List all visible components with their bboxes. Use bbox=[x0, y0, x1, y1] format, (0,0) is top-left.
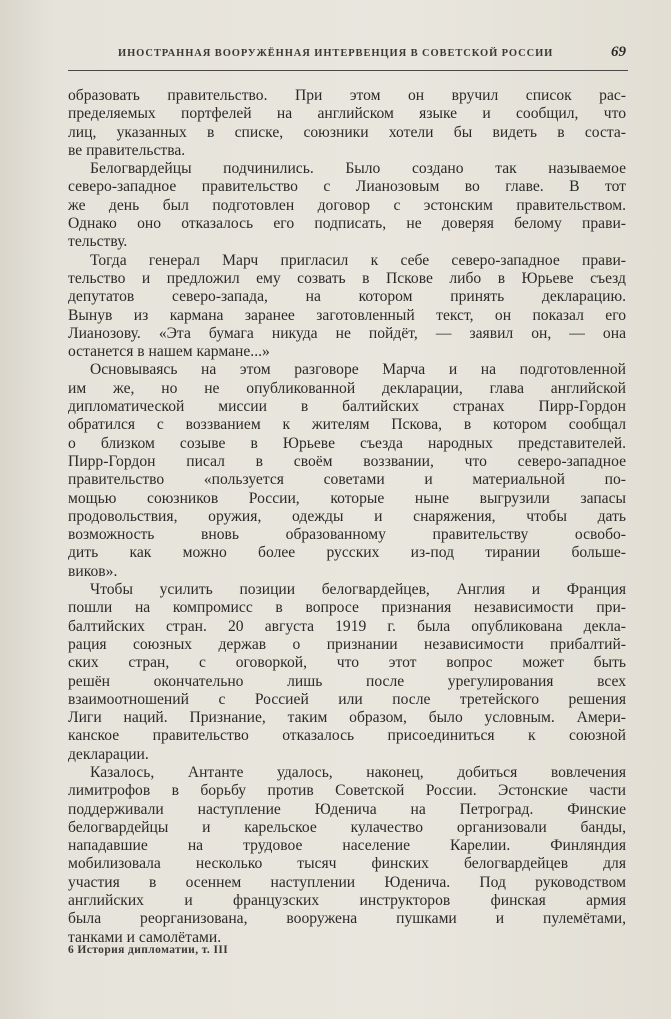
text-line: была реорганизована, вооружена пушками и пулемётами, bbox=[68, 910, 626, 928]
text-line: же день был подготовлен договор с эстонским правительством. bbox=[68, 196, 626, 214]
text-line: английских и французских инструкторов финская армия bbox=[68, 892, 626, 910]
text-line: Лиги наций. Признание, таким образом, было условным. Амери- bbox=[68, 709, 626, 727]
text-line: Однако оно отказалось его подписать, не доверяя белому прави- bbox=[68, 215, 626, 233]
text-line: виков». bbox=[68, 562, 118, 580]
text-line: Лианозову. «Эта бумага никуда не пойдёт, — заявил он, — она bbox=[68, 324, 626, 342]
paragraph bbox=[68, 87, 626, 160]
text-line: ве правительства. bbox=[68, 141, 186, 159]
paragraph bbox=[68, 361, 626, 581]
text-line: белогвардейцы и карельское кулачество организовали банды, bbox=[68, 818, 626, 836]
text-line: мобилизовала несколько тысяч финских белогвардейцев для bbox=[68, 855, 626, 873]
text-line: депутатов северо-запада, на котором принять декларацию. bbox=[68, 288, 626, 306]
paragraph bbox=[68, 252, 626, 362]
text-line: образовать правительство. При этом он вручил список рас- bbox=[68, 87, 626, 104]
page-number: 69 bbox=[611, 44, 626, 60]
text-line: дипломатической миссии в балтийских странах Пирр-Гордон bbox=[68, 398, 626, 416]
text-line: рация союзных держав о признании независимости прибалтий- bbox=[68, 635, 626, 653]
text-line: продовольствия, оружия, одежды и снаряжения, чтобы дать bbox=[68, 507, 626, 525]
text-line: обратился с воззванием к жителям Пскова, в котором сообщал bbox=[68, 416, 626, 434]
text-line: поддерживали наступление Юденича на Петроград. Финские bbox=[68, 800, 626, 818]
paragraph bbox=[68, 160, 626, 251]
text-line: Пирр-Гордон писал в своём воззвании, что северо-западное bbox=[68, 452, 626, 470]
paragraph bbox=[68, 581, 626, 764]
text-line: участия в осеннем наступлении Юденича. Под руководством bbox=[68, 873, 626, 891]
text-line: балтийских стран. 20 августа 1919 г. была опубликована декла- bbox=[68, 617, 626, 635]
text-line: тельство и предложил ему созвать в Пскове либо в Юрьеве съезд bbox=[68, 269, 626, 287]
paragraph bbox=[68, 764, 626, 947]
text-line: Белогвардейцы подчинились. Было создано так называемое bbox=[90, 160, 626, 178]
signature-mark: 6 История дипломатии, т. III bbox=[68, 944, 229, 956]
text-line: Чтобы усилить позиции белогвардейцев, Англия и Франция bbox=[90, 581, 626, 599]
text-line: возможность вновь образованному правительству освобо- bbox=[68, 526, 626, 544]
text-line: о близком созыве в Юрьеве съезда народных представителей. bbox=[68, 434, 626, 452]
text-line: Основываясь на этом разговоре Марча и на подготовленной bbox=[90, 361, 626, 379]
text-line: Казалось, Антанте удалось, наконец, добиться вовлечения bbox=[90, 763, 626, 781]
text-line: останется в нашем кармане...» bbox=[68, 343, 270, 361]
running-header bbox=[68, 44, 626, 68]
text-line: пределяемых портфелей на английском языке и сообщил, что bbox=[68, 105, 626, 123]
text-line: решён окончательно лишь после урегулирования всех bbox=[68, 672, 626, 690]
text-line: пошли на компромисс в вопросе признания независимости при- bbox=[68, 599, 626, 617]
running-title: ИНОСТРАННАЯ ВООРУЖЁННАЯ ИНТЕРВЕНЦИЯ В СОВЕТСКОЙ РОССИИ bbox=[118, 48, 554, 59]
text-line: декларации. bbox=[68, 745, 149, 763]
text-line: канское правительство отказалось присоединиться к союзной bbox=[68, 727, 626, 745]
text-line: тельству. bbox=[68, 233, 128, 251]
text-line: правительство «пользуется советами и материальной по- bbox=[68, 471, 626, 489]
text-line: лиц, указанных в списке, союзники хотели бы видеть в соста- bbox=[68, 123, 626, 141]
text-line: дить как можно более русских из-под тирании больше- bbox=[68, 544, 626, 562]
text-line: мощью союзников России, которые ныне выгрузили запасы bbox=[68, 489, 626, 507]
text-line: северо-западное правительство с Лианозовым во главе. В тот bbox=[68, 178, 626, 196]
text-line: танками и самолётами. bbox=[68, 928, 222, 946]
text-line: взаимоотношений с Россией или после третейского решения bbox=[68, 690, 626, 708]
header-rule bbox=[68, 70, 628, 71]
text-line: Вынув из кармана заранее заготовленный текст, он показал его bbox=[68, 306, 626, 324]
text-line: лимитрофов в борьбу против Советской России. Эстонские части bbox=[68, 782, 626, 800]
text-line: ских стран, с оговоркой, что этот вопрос может быть bbox=[68, 654, 626, 672]
text-line: нападавшие на трудовое население Карелии. Финляндия bbox=[68, 837, 626, 855]
body-text bbox=[68, 87, 626, 947]
text-line: им же, но не опубликованной декларации, глава английской bbox=[68, 379, 626, 397]
text-line: Тогда генерал Марч пригласил к себе северо-западное прави- bbox=[90, 251, 626, 269]
